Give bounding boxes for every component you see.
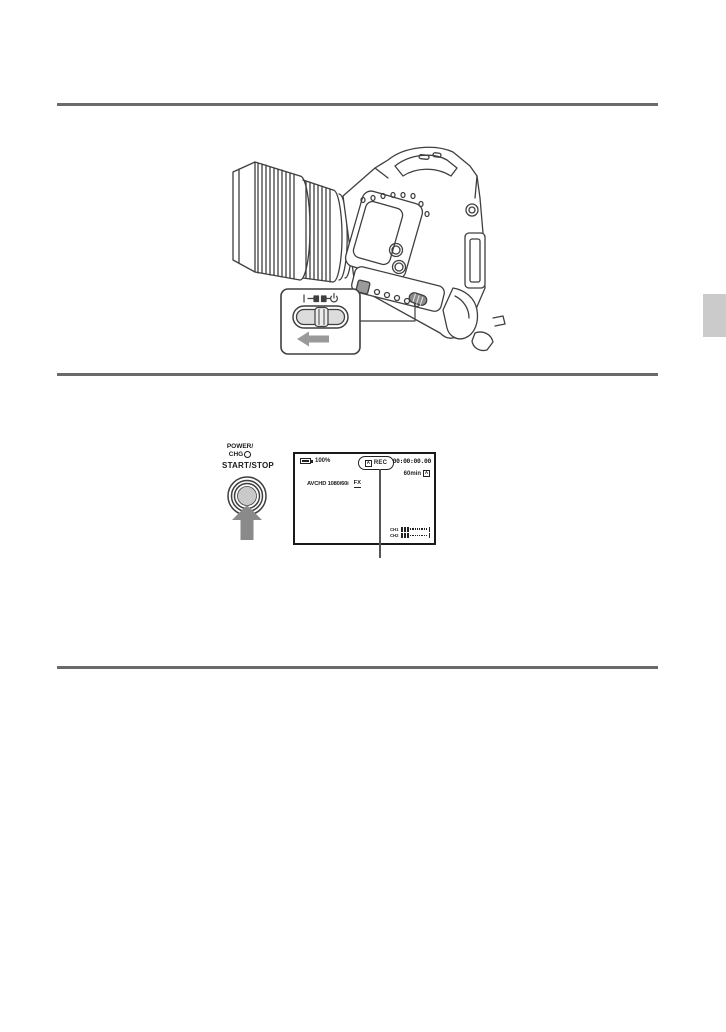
memory-card-a-icon: A <box>424 470 429 476</box>
middle-divider <box>57 373 658 376</box>
top-divider <box>57 103 658 106</box>
rec-text: REC <box>373 460 388 466</box>
bottom-divider <box>57 666 658 669</box>
power-switch-slider <box>293 306 348 328</box>
ch1-label: CH1 <box>389 526 399 532</box>
ch2-label: CH2 <box>389 533 399 538</box>
format-text: AVCHD 1080/60i <box>307 480 349 487</box>
start-stop-button-figure <box>220 470 276 565</box>
remaining-time <box>404 470 430 477</box>
camcorder-power-switch-figure <box>225 138 510 365</box>
audio-level-meters <box>390 527 430 539</box>
section-tab <box>703 294 726 337</box>
battery-icon <box>300 458 313 464</box>
chg-lamp-icon <box>244 451 251 458</box>
power-switch-callout <box>281 289 360 354</box>
audio-meter-ch1 <box>390 527 430 532</box>
power-label-line1: POWER/ <box>226 443 254 450</box>
ch2-meter-bars <box>401 533 430 538</box>
audio-meter-ch2 <box>390 533 430 538</box>
battery-status <box>300 458 330 464</box>
ch1-meter-bars <box>401 527 430 532</box>
rec-indicator-callout-line <box>379 469 381 558</box>
lcd-screen <box>293 452 436 545</box>
remaining-time-text: 60min <box>403 470 421 477</box>
battery-pack <box>465 233 485 288</box>
memory-card-a-icon: A <box>366 459 370 465</box>
start-stop-label: START/STOP <box>222 461 274 470</box>
chg-label: CHG <box>228 450 244 458</box>
lens-zoom-ring <box>255 162 310 280</box>
quality-badge: FX <box>353 480 361 486</box>
battery-percent: 100% <box>315 458 331 464</box>
recording-format <box>307 480 361 488</box>
timecode: 00:00:00.00 <box>392 458 431 465</box>
rec-indicator <box>358 456 394 470</box>
lens-hood <box>233 162 255 272</box>
power-chg-label <box>214 443 266 458</box>
press-arrow-icon <box>232 505 262 540</box>
lens-focus-ring <box>303 180 342 282</box>
